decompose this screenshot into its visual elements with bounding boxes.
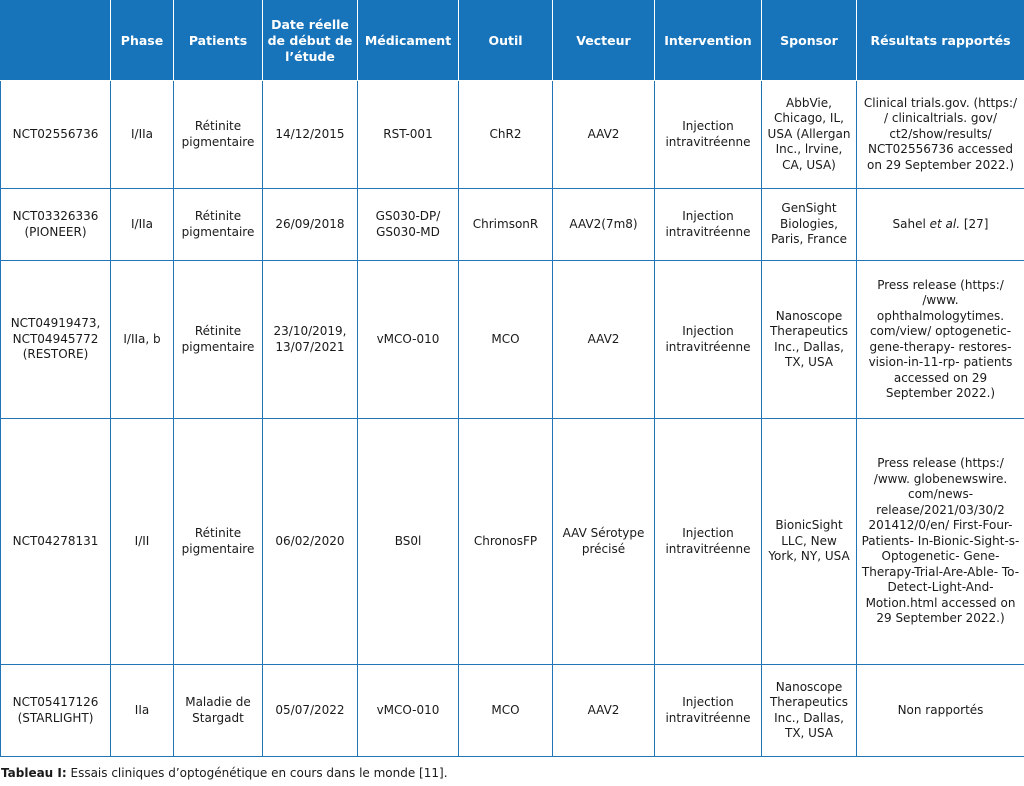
header-phase: Phase xyxy=(111,1,174,81)
cell-sponsor: AbbVie, Chicago, IL, USA (Allergan Inc., lrvine, CA, USA) xyxy=(762,81,857,189)
table-row xyxy=(1,665,1024,757)
cell-intervention: Injection intravitréenne xyxy=(655,665,762,757)
cell-vector: AAV2(7m8) xyxy=(553,189,655,261)
table-row xyxy=(1,419,1024,665)
table-row xyxy=(1,189,1024,261)
header-vector: Vecteur xyxy=(553,1,655,81)
cell-vector: AAV2 xyxy=(553,665,655,757)
caption-text: Essais cliniques d’optogénétique en cours dans le monde [11]. xyxy=(66,766,448,780)
cell-tool: ChronosFP xyxy=(459,419,553,665)
cell-phase: I/IIa xyxy=(111,81,174,189)
cell-intervention: Injection intravitréenne xyxy=(655,419,762,665)
cell-results: Clinical trials.gov. (https:/ / clinicaltrials. gov/ ct2/show/results/ NCT02556736 accessed on 29 September 2022.) xyxy=(857,81,1024,189)
cell-phase: I/II xyxy=(111,419,174,665)
cell-id: NCT02556736 xyxy=(1,81,111,189)
cell-id: NCT04278131 xyxy=(1,419,111,665)
cell-sponsor: Nanoscope Therapeutics Inc., Dallas, TX, USA xyxy=(762,261,857,419)
cell-date: 26/09/2018 xyxy=(263,189,358,261)
results-author: Sahel xyxy=(892,216,930,231)
cell-patients: Rétinite pigmentaire xyxy=(174,261,263,419)
cell-vector: AAV2 xyxy=(553,261,655,419)
header-drug: Médicament xyxy=(358,1,459,81)
header-intervention: Intervention xyxy=(655,1,762,81)
cell-intervention: Injection intravitréenne xyxy=(655,81,762,189)
header-row xyxy=(1,1,1024,81)
header-sponsor: Sponsor xyxy=(762,1,857,81)
cell-vector: AAV Sérotype précisé xyxy=(553,419,655,665)
header-id xyxy=(1,1,111,81)
cell-tool: MCO xyxy=(459,261,553,419)
results-reference: [27] xyxy=(960,216,989,231)
cell-id: NCT04919473, NCT04945772 (RESTORE) xyxy=(1,261,111,419)
cell-date: 06/02/2020 xyxy=(263,419,358,665)
cell-drug: vMCO-010 xyxy=(358,665,459,757)
cell-intervention: Injection intravitréenne xyxy=(655,189,762,261)
cell-drug: BS0l xyxy=(358,419,459,665)
table-body xyxy=(1,81,1024,757)
cell-results: Press release (https:/ /www. ophthalmologytimes. com/view/ optogenetic- gene-therapy- restores- vision-in-11-rp- patients accessed on 29 September 2022.) xyxy=(857,261,1024,419)
cell-phase: I/IIa xyxy=(111,189,174,261)
cell-tool: MCO xyxy=(459,665,553,757)
cell-results: Non rapportés xyxy=(857,665,1024,757)
cell-date: 23/10/2019, 13/07/2021 xyxy=(263,261,358,419)
table-row xyxy=(1,81,1024,189)
table-header xyxy=(1,1,1024,81)
results-et-al: et al. xyxy=(929,216,961,231)
header-patients: Patients xyxy=(174,1,263,81)
cell-patients: Rétinite pigmentaire xyxy=(174,419,263,665)
cell-intervention: Injection intravitréenne xyxy=(655,261,762,419)
cell-vector: AAV2 xyxy=(553,81,655,189)
cell-tool: ChrimsonR xyxy=(459,189,553,261)
cell-results xyxy=(857,189,1024,261)
cell-patients: Rétinite pigmentaire xyxy=(174,81,263,189)
cell-phase: I/IIa, b xyxy=(111,261,174,419)
cell-drug: GS030-DP/ GS030-MD xyxy=(358,189,459,261)
header-tool: Outil xyxy=(459,1,553,81)
cell-tool: ChR2 xyxy=(459,81,553,189)
cell-drug: RST-001 xyxy=(358,81,459,189)
cell-id: NCT05417126 (STARLIGHT) xyxy=(1,665,111,757)
caption-label: Tableau I: xyxy=(1,766,67,780)
header-date: Date réelle de début de l’étude xyxy=(263,1,358,81)
header-results: Résultats rapportés xyxy=(857,1,1024,81)
table-caption xyxy=(1,766,448,780)
cell-patients: Maladie de Stargadt xyxy=(174,665,263,757)
cell-sponsor: BionicSight LLC, New York, NY, USA xyxy=(762,419,857,665)
cell-id: NCT03326336 (PIONEER) xyxy=(1,189,111,261)
cell-drug: vMCO-010 xyxy=(358,261,459,419)
cell-sponsor: Nanoscope Therapeutics Inc., Dallas, TX, USA xyxy=(762,665,857,757)
cell-results: Press release (https:/ /www. globenewswire. com/news- release/2021/03/30/2 201412/0/en/ First-Four-Patients- In-Bionic-Sight-s- Optogenetic- Gene- Therapy-Trial-Are-Able- To- Detect-Light-And- Motion.html accessed on 29 September 2022.) xyxy=(857,419,1024,665)
cell-phase: IIa xyxy=(111,665,174,757)
cell-date: 14/12/2015 xyxy=(263,81,358,189)
table-row xyxy=(1,261,1024,419)
cell-date: 05/07/2022 xyxy=(263,665,358,757)
cell-patients: Rétinite pigmentaire xyxy=(174,189,263,261)
cell-sponsor: GenSight Biologies, Paris, France xyxy=(762,189,857,261)
